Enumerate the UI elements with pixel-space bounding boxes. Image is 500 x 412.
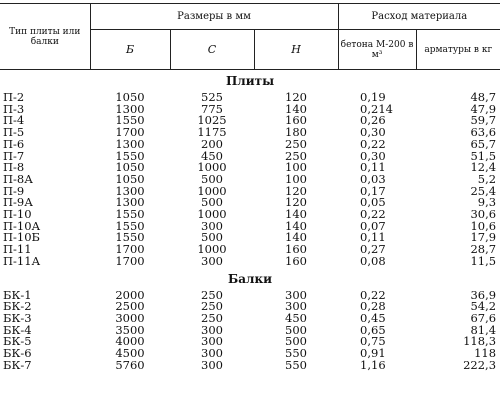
- cell-steel: 222,3: [463, 357, 497, 372]
- table-row: [0, 256, 500, 268]
- type-column-header: Тип плиты или балки: [0, 4, 90, 70]
- sizes-group-header: Размеры в мм: [90, 4, 338, 30]
- cell-b: 4500: [115, 346, 145, 361]
- cell-concrete: 0,91: [360, 346, 386, 361]
- cell-c: 1000: [197, 183, 227, 198]
- cell-b: 1550: [115, 207, 145, 222]
- cell-steel: 47,9: [470, 101, 497, 116]
- cell-name: БК-4: [3, 322, 32, 337]
- table-row: [0, 336, 500, 348]
- plates-section-title: Плиты: [225, 74, 275, 88]
- cell-name: П-7: [3, 148, 25, 163]
- cell-c: 775: [201, 101, 223, 116]
- cell-b: 1050: [115, 160, 145, 175]
- cell-steel: 67,6: [470, 310, 497, 325]
- cell-h: 100: [285, 171, 307, 186]
- cell-c: 525: [201, 90, 223, 104]
- col-h-header: Н: [254, 30, 338, 70]
- cell-steel: 30,6: [470, 207, 497, 222]
- table-row: [0, 301, 500, 313]
- cell-b: 1700: [115, 242, 145, 257]
- cell-steel: 63,6: [470, 125, 497, 140]
- cell-h: 500: [285, 334, 307, 349]
- cell-c: 300: [201, 357, 223, 372]
- cell-h: 140: [285, 230, 307, 245]
- table-row: [0, 348, 500, 360]
- cell-name: П-4: [3, 113, 25, 128]
- cell-b: 1700: [115, 253, 145, 268]
- cell-b: 1050: [115, 171, 145, 186]
- cell-h: 450: [285, 310, 307, 325]
- cell-concrete: 0,65: [360, 322, 386, 337]
- table-row: [0, 232, 500, 244]
- cell-h: 120: [285, 183, 307, 198]
- cell-steel: 9,3: [477, 195, 497, 210]
- cell-name: П-10Б: [3, 230, 40, 245]
- cell-steel: 10,6: [470, 218, 497, 233]
- cell-c: 300: [201, 334, 223, 349]
- cell-b: 4000: [115, 334, 145, 349]
- cell-c: 500: [201, 230, 223, 245]
- cell-name: П-10: [3, 207, 32, 222]
- table-row: [0, 325, 500, 337]
- cell-b: 1550: [115, 148, 145, 163]
- cell-name: П-8А: [3, 171, 33, 186]
- cell-concrete: 0,75: [360, 334, 386, 349]
- cell-concrete: 0,30: [360, 125, 386, 140]
- cell-concrete: 0,30: [360, 148, 386, 163]
- cell-concrete: 0,214: [360, 101, 393, 116]
- cell-name: П-9А: [3, 195, 33, 210]
- cell-c: 450: [201, 148, 223, 163]
- cell-b: 3000: [115, 310, 145, 325]
- cell-steel: 59,7: [470, 113, 497, 128]
- cell-concrete: 0,27: [360, 242, 386, 257]
- cell-name: БК-3: [3, 310, 32, 325]
- cell-c: 500: [201, 171, 223, 186]
- cell-name: П-6: [3, 136, 25, 151]
- cell-h: 140: [285, 101, 307, 116]
- beams-section: [0, 268, 500, 372]
- table-row: [0, 186, 500, 198]
- table-row: [0, 127, 500, 139]
- table-row: [0, 360, 500, 372]
- cell-b: 1300: [115, 101, 145, 116]
- cell-concrete: 0,17: [360, 183, 386, 198]
- cell-h: 550: [285, 357, 307, 372]
- table-row: [0, 92, 500, 104]
- cell-c: 300: [201, 322, 223, 337]
- cell-c: 250: [201, 287, 223, 302]
- cell-steel: 118: [474, 346, 497, 361]
- cell-c: 1175: [197, 125, 227, 140]
- table-row: [0, 290, 500, 302]
- table-row: [0, 197, 500, 209]
- cell-name: БК-2: [3, 299, 32, 314]
- cell-concrete: 0,45: [360, 310, 386, 325]
- cell-h: 160: [285, 242, 307, 257]
- cell-name: БК-7: [3, 357, 32, 372]
- cell-c: 250: [201, 310, 223, 325]
- col-c-header: С: [170, 30, 254, 70]
- cell-concrete: 0,05: [360, 195, 386, 210]
- cell-c: 300: [201, 346, 223, 361]
- cell-name: П-10А: [3, 218, 41, 233]
- cell-h: 100: [285, 160, 307, 175]
- cell-steel: 51,5: [470, 148, 497, 163]
- table-row: [0, 104, 500, 116]
- col-concrete-header: бетона М-200 в м³: [338, 30, 416, 70]
- cell-name: П-9: [3, 183, 25, 198]
- col-steel-header: арматуры в кг: [416, 30, 500, 70]
- table-row: [0, 115, 500, 127]
- table-row: [0, 139, 500, 151]
- cell-concrete: 0,03: [360, 171, 386, 186]
- cell-steel: 54,2: [470, 299, 497, 314]
- cell-h: 120: [285, 195, 307, 210]
- cell-b: 1300: [115, 136, 145, 151]
- cell-c: 1000: [197, 207, 227, 222]
- cell-h: 550: [285, 346, 307, 361]
- cell-name: БК-5: [3, 334, 32, 349]
- cell-c: 300: [201, 218, 223, 233]
- cell-b: 2000: [115, 287, 145, 302]
- cell-concrete: 0,11: [360, 160, 386, 175]
- cell-c: 500: [201, 195, 223, 210]
- cell-steel: 12,4: [470, 160, 497, 175]
- table-row: [0, 162, 500, 174]
- cell-concrete: 0,26: [360, 113, 386, 128]
- cell-b: 3500: [115, 322, 145, 337]
- cell-steel: 48,7: [470, 90, 497, 104]
- cell-h: 120: [285, 90, 307, 104]
- cell-name: П-5: [3, 125, 25, 140]
- material-group-header: Расход материала: [338, 4, 500, 30]
- cell-steel: 17,9: [470, 230, 497, 245]
- cell-name: П-11: [3, 242, 32, 257]
- cell-name: П-11А: [3, 253, 41, 268]
- cell-b: 5760: [115, 357, 145, 372]
- cell-b: 1700: [115, 125, 145, 140]
- cell-steel: 36,9: [470, 287, 497, 302]
- materials-table: [0, 3, 500, 371]
- cell-steel: 81,4: [470, 322, 497, 337]
- cell-name: П-8: [3, 160, 25, 175]
- cell-c: 250: [201, 299, 223, 314]
- cell-b: 1050: [115, 90, 145, 104]
- cell-concrete: 0,08: [360, 253, 386, 268]
- cell-concrete: 0,11: [360, 230, 386, 245]
- cell-name: БК-6: [3, 346, 32, 361]
- cell-h: 140: [285, 218, 307, 233]
- cell-steel: 25,4: [470, 183, 497, 198]
- cell-steel: 28,7: [470, 242, 497, 257]
- cell-b: 1300: [115, 183, 145, 198]
- cell-name: БК-1: [3, 287, 32, 302]
- cell-b: 1300: [115, 195, 145, 210]
- cell-concrete: 0,19: [360, 90, 386, 104]
- table-row: [0, 151, 500, 163]
- cell-name: П-3: [3, 101, 25, 116]
- cell-steel: 5,2: [477, 171, 497, 186]
- cell-c: 200: [201, 136, 223, 151]
- table-row: [0, 313, 500, 325]
- table-row: [0, 221, 500, 233]
- cell-concrete: 0,07: [360, 218, 386, 233]
- cell-steel: 118,3: [463, 334, 497, 349]
- col-b-header: Б: [90, 30, 170, 70]
- cell-concrete: 0,22: [360, 136, 386, 151]
- beams-section-title: Балки: [227, 271, 273, 286]
- table-row: [0, 209, 500, 221]
- cell-concrete: 0,22: [360, 207, 386, 222]
- cell-c: 1000: [197, 242, 227, 257]
- cell-b: 1550: [115, 218, 145, 233]
- cell-name: П-2: [3, 90, 25, 104]
- cell-c: 300: [201, 253, 223, 268]
- cell-c: 1000: [197, 160, 227, 175]
- cell-h: 160: [285, 253, 307, 268]
- cell-h: 180: [285, 125, 307, 140]
- cell-h: 300: [285, 287, 307, 302]
- cell-b: 1550: [115, 230, 145, 245]
- cell-h: 160: [285, 113, 307, 128]
- cell-b: 1550: [115, 113, 145, 128]
- cell-b: 2500: [115, 299, 145, 314]
- cell-h: 300: [285, 299, 307, 314]
- cell-concrete: 0,28: [360, 299, 386, 314]
- plates-section: [0, 70, 500, 268]
- cell-c: 1025: [197, 113, 227, 128]
- cell-h: 140: [285, 207, 307, 222]
- cell-steel: 65,7: [470, 136, 497, 151]
- cell-steel: 11,5: [470, 253, 497, 268]
- cell-h: 250: [285, 136, 307, 151]
- cell-h: 500: [285, 322, 307, 337]
- cell-h: 250: [285, 148, 307, 163]
- cell-concrete: 0,22: [360, 287, 386, 302]
- table-row: [0, 174, 500, 186]
- table-row: [0, 244, 500, 256]
- cell-concrete: 1,16: [360, 357, 386, 372]
